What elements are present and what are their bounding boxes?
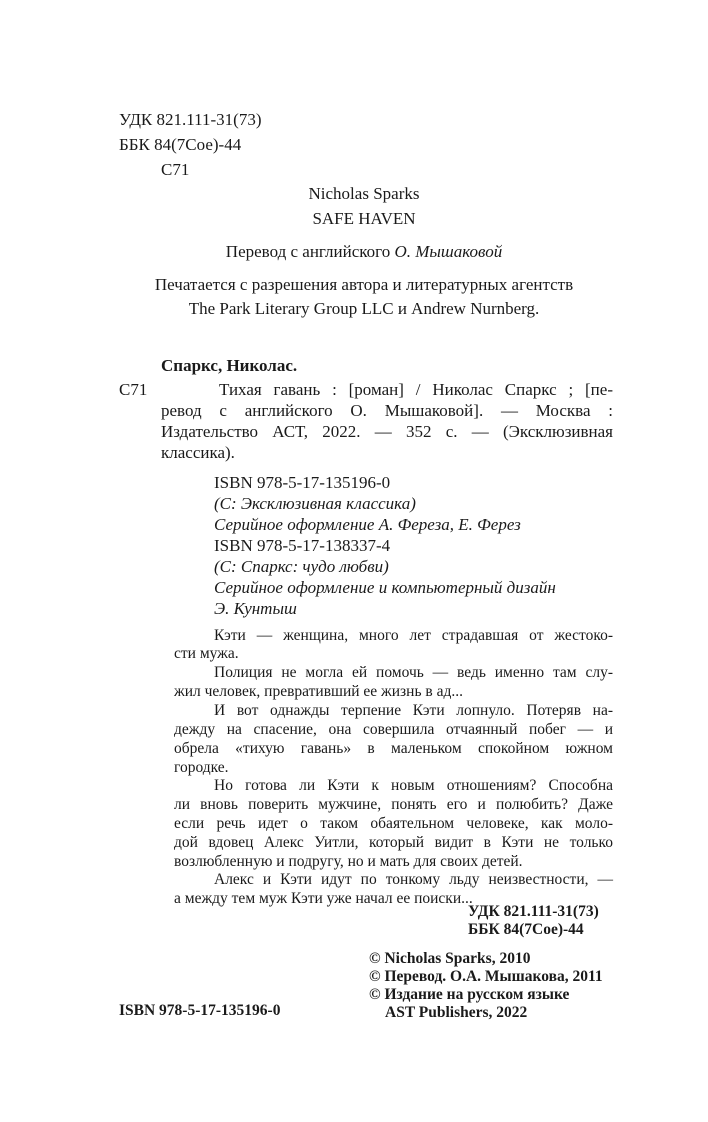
catalog-entry-line: Тихая гавань : [роман] / Николас Спаркс ; [пе- (219, 380, 613, 399)
series-line: (С: Спаркс: чудо любви) (214, 557, 389, 576)
catalog-entry-line: Издательство АСТ, 2022. — 352 с. — (Эксклюзивная (161, 422, 613, 441)
annotation-line: дежду на спасение, она совершила отчаянный побег — и (174, 721, 613, 738)
isbn-line: ISBN 978-5-17-138337-4 (214, 536, 391, 555)
annotation-line: обрела «тихую гавань» в маленьком спокойном южном (174, 740, 613, 757)
copyright-line: © Nicholas Sparks, 2010 (369, 950, 531, 967)
original-author: Nicholas Sparks (308, 184, 420, 203)
classification-bbk: ББК 84(7Сое)-44 (468, 921, 584, 938)
annotation-line: ли вновь поверить мужчине, понять его и полюбить? Даже (174, 796, 613, 813)
annotation-line: дой вдовец Алекс Уитли, который видит в Кэти не только (174, 834, 613, 851)
translation-prefix: Перевод с английского (225, 242, 395, 261)
annotation-line: если речь идет о таком обаятельном человеке, как моло- (174, 815, 613, 832)
copyright-line: © Издание на русском языке (369, 986, 570, 1003)
copyright-line: © Перевод. О.А. Мышакова, 2011 (369, 968, 603, 985)
annotation-line: Алекс и Кэти идут по тонкому льду неизвестности, — (214, 871, 613, 888)
isbn-line: ISBN 978-5-17-135196-0 (214, 473, 391, 492)
translation-credit (0, 242, 708, 262)
classification-udk: УДК 821.111-31(73) (468, 903, 599, 920)
original-title: SAFE HAVEN (312, 209, 416, 228)
annotation-line: сти мужа. (174, 645, 239, 662)
isbn-bottom: ISBN 978-5-17-135196-0 (119, 1002, 281, 1019)
annotation-line: возлюбленную и подругу, но и мать для своих детей. (174, 853, 523, 870)
annotation-line: Кэти — женщина, много лет страдавшая от жестоко- (214, 627, 613, 644)
series-design-line: Серийное оформление и компьютерный дизайн (214, 578, 556, 597)
bbk-line: ББК 84(7Сое)-44 (119, 135, 242, 154)
annotation-line: Но готова ли Кэти к новым отношениям? Способна (214, 777, 613, 794)
permission-line-2: The Park Literary Group LLC и Andrew Nurnberg. (188, 299, 540, 318)
annotation-line: а между тем муж Кэти уже начал ее поиски... (174, 890, 473, 907)
series-design-line: Э. Кунтыш (214, 599, 297, 618)
udk-line: УДК 821.111-31(73) (119, 110, 262, 129)
annotation-line: И вот однажды терпение Кэти лопнуло. Потеряв на- (214, 702, 613, 719)
series-design-line: Серийное оформление А. Фереза, Е. Ферез (214, 515, 521, 534)
annotation-line: Полиция не могла ей помочь — ведь именно там слу- (214, 664, 613, 681)
annotation-line: жил человек, превративший ее жизнь в ад... (174, 683, 464, 700)
annotation-line: городке. (174, 759, 229, 776)
catalog-entry-line: ревод с английского О. Мышаковой]. — Москва : (161, 401, 613, 420)
catalog-author-heading: Спаркс, Николас. (161, 356, 298, 375)
series-line: (С: Эксклюзивная классика) (214, 494, 416, 513)
catalog-entry-line: классика). (161, 443, 235, 462)
author-code: С71 (161, 160, 190, 179)
permission-line-1: Печатается с разрешения автора и литературных агентств (154, 275, 574, 294)
translator-name: О. Мышаковой (394, 242, 503, 261)
copyright-line: AST Publishers, 2022 (385, 1004, 528, 1021)
catalog-code: С71 (119, 380, 148, 399)
